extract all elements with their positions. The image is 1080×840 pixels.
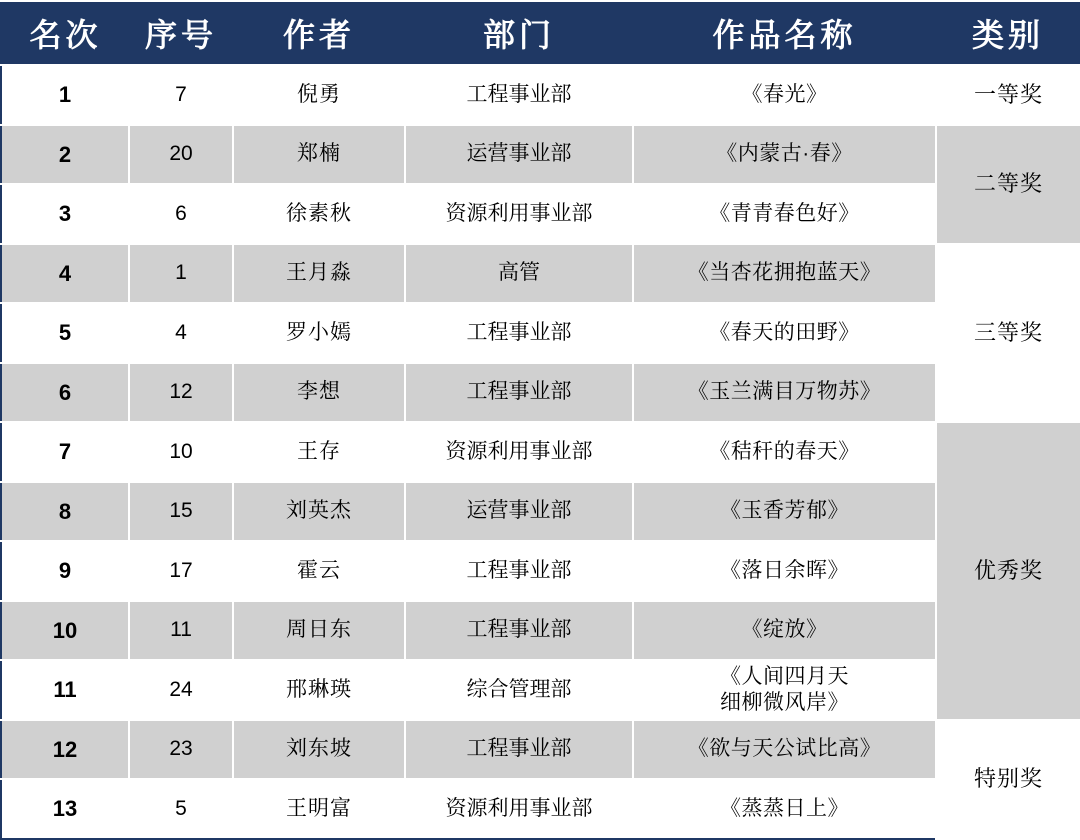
- table-row: [1, 244, 1080, 304]
- column-header-rank: 名次: [1, 1, 129, 65]
- cell-rank: 11: [1, 660, 129, 720]
- cell-work-title: 《欲与天公试比高》: [633, 720, 936, 780]
- cell-department: 工程事业部: [405, 601, 633, 661]
- column-header-author: 作者: [233, 1, 405, 65]
- cell-author: 邢琳瑛: [233, 660, 405, 720]
- cell-department: 运营事业部: [405, 125, 633, 185]
- cell-number: 24: [129, 660, 233, 720]
- cell-rank: 1: [1, 65, 129, 125]
- cell-work-title: 《春光》: [633, 65, 936, 125]
- cell-work-title: [633, 660, 936, 720]
- cell-rank: 13: [1, 779, 129, 839]
- cell-rank: 8: [1, 482, 129, 542]
- cell-rank: 4: [1, 244, 129, 304]
- cell-author: 罗小嫣: [233, 303, 405, 363]
- cell-work-title: 《青青春色好》: [633, 184, 936, 244]
- cell-number: 1: [129, 244, 233, 304]
- cell-category: 一等奖: [936, 65, 1080, 125]
- cell-work-title: 《绽放》: [633, 601, 936, 661]
- table-row: [1, 720, 1080, 780]
- cell-number: 4: [129, 303, 233, 363]
- cell-work-title: 《落日余晖》: [633, 541, 936, 601]
- cell-rank: 9: [1, 541, 129, 601]
- cell-department: 资源利用事业部: [405, 184, 633, 244]
- cell-category: 三等奖: [936, 244, 1080, 423]
- cell-work-title: 《春天的田野》: [633, 303, 936, 363]
- cell-department: 资源利用事业部: [405, 779, 633, 839]
- cell-rank: 2: [1, 125, 129, 185]
- cell-rank: 5: [1, 303, 129, 363]
- column-header-category: 类别: [936, 1, 1080, 65]
- column-header-number: 序号: [129, 1, 233, 65]
- cell-author: 徐素秋: [233, 184, 405, 244]
- cell-work-title: 《当杏花拥抱蓝天》: [633, 244, 936, 304]
- cell-number: 23: [129, 720, 233, 780]
- cell-rank: 12: [1, 720, 129, 780]
- cell-department: 工程事业部: [405, 720, 633, 780]
- table-row: [1, 601, 1080, 661]
- cell-department: 工程事业部: [405, 303, 633, 363]
- cell-author: 霍云: [233, 541, 405, 601]
- cell-department: 工程事业部: [405, 541, 633, 601]
- cell-department: 高管: [405, 244, 633, 304]
- column-header-department: 部门: [405, 1, 633, 65]
- table-body: [1, 65, 1080, 839]
- cell-number: 15: [129, 482, 233, 542]
- table-row: [1, 125, 1080, 185]
- cell-category: 特别奖: [936, 720, 1080, 839]
- table-row: [1, 779, 1080, 839]
- work-title-line-1: 《人间四月天: [720, 664, 849, 688]
- cell-work-title: 《秸秆的春天》: [633, 422, 936, 482]
- table-row: [1, 303, 1080, 363]
- cell-department: 资源利用事业部: [405, 422, 633, 482]
- cell-work-title: 《玉兰满目万物苏》: [633, 363, 936, 423]
- cell-category: 二等奖: [936, 125, 1080, 244]
- cell-rank: 3: [1, 184, 129, 244]
- cell-rank: 10: [1, 601, 129, 661]
- table-header: [1, 1, 1080, 65]
- cell-number: 10: [129, 422, 233, 482]
- cell-department: 运营事业部: [405, 482, 633, 542]
- cell-author: 李想: [233, 363, 405, 423]
- table-row: [1, 65, 1080, 125]
- table-row: [1, 184, 1080, 244]
- cell-work-title: 《蒸蒸日上》: [633, 779, 936, 839]
- table-row: [1, 363, 1080, 423]
- cell-number: 6: [129, 184, 233, 244]
- cell-author: 刘英杰: [233, 482, 405, 542]
- table-header-row: [1, 1, 1080, 65]
- cell-number: 12: [129, 363, 233, 423]
- cell-author: 王存: [233, 422, 405, 482]
- cell-author: 刘东坡: [233, 720, 405, 780]
- cell-department: 工程事业部: [405, 65, 633, 125]
- cell-number: 5: [129, 779, 233, 839]
- cell-number: 17: [129, 541, 233, 601]
- cell-rank: 7: [1, 422, 129, 482]
- column-header-work-title: 作品名称: [633, 1, 936, 65]
- cell-work-title: 《内蒙古·春》: [633, 125, 936, 185]
- cell-author: 郑楠: [233, 125, 405, 185]
- cell-number: 11: [129, 601, 233, 661]
- cell-number: 7: [129, 65, 233, 125]
- cell-rank: 6: [1, 363, 129, 423]
- cell-author: 周日东: [233, 601, 405, 661]
- table-row: [1, 660, 1080, 720]
- cell-author: 倪勇: [233, 65, 405, 125]
- work-title-line-2: 细柳微风岸》: [720, 690, 849, 714]
- cell-author: 王月淼: [233, 244, 405, 304]
- cell-author: 王明富: [233, 779, 405, 839]
- cell-department: 工程事业部: [405, 363, 633, 423]
- cell-category: 优秀奖: [936, 422, 1080, 720]
- table-row: [1, 482, 1080, 542]
- cell-department: 综合管理部: [405, 660, 633, 720]
- cell-number: 20: [129, 125, 233, 185]
- cell-work-title: 《玉香芳郁》: [633, 482, 936, 542]
- table-row: [1, 541, 1080, 601]
- table-row: [1, 422, 1080, 482]
